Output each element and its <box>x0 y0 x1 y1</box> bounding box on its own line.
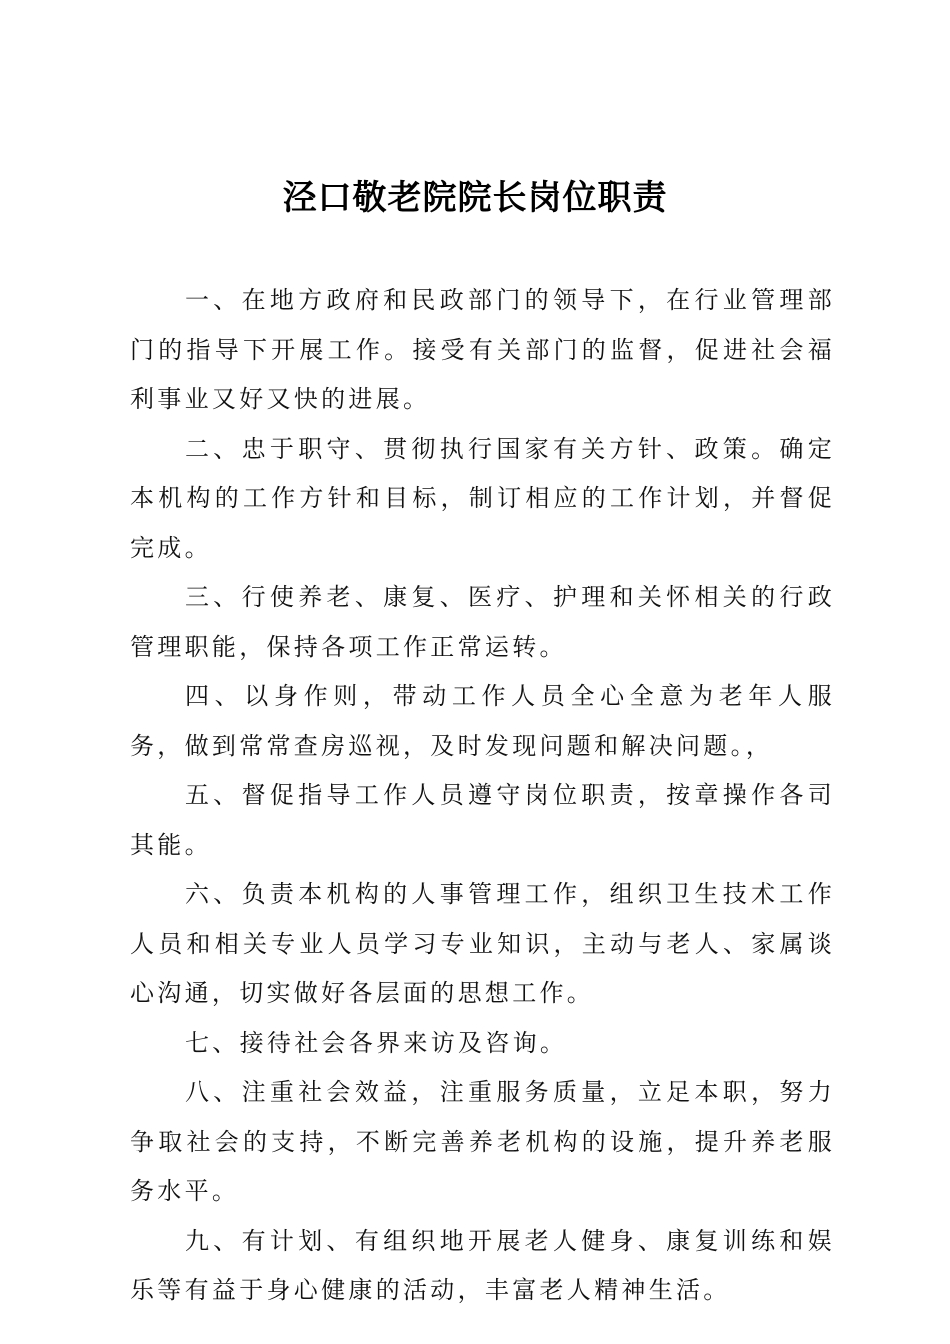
duty-paragraph-3: 三、行使养老、康复、医疗、护理和关怀相关的行政管理职能，保持各项工作正常运转。 <box>130 583 835 661</box>
duty-paragraph-7: 七、接待社会各界来访及咨询。 <box>185 1028 568 1057</box>
duty-paragraph-2: 二、忠于职守、贯彻执行国家有关方针、政策。确定本机构的工作方针和目标，制订相应的工作计划，并督促完成。 <box>130 434 835 562</box>
duty-paragraph-9: 九、有计划、有组织地开展老人健身、康复训练和娱乐等有益于身心健康的活动，丰富老人精神生活。 <box>130 1226 835 1304</box>
document-title: 泾口敬老院院长岗位职责 <box>282 178 668 218</box>
document-body <box>130 276 835 1316</box>
duty-paragraph-8: 八、注重社会效益，注重服务质量，立足本职，努力争取社会的支持，不断完善养老机构的设施，提升养老服务水平。 <box>130 1078 835 1205</box>
duty-paragraph-1: 一、在地方政府和民政部门的领导下，在行业管理部门的指导下开展工作。接受有关部门的监督，促进社会福利事业又好又快的进展。 <box>130 286 835 413</box>
duty-paragraph-6: 六、负责本机构的人事管理工作，组织卫生技术工作人员和相关专业人员学习专业知识，主动与老人、家属谈心沟通，切实做好各层面的思想工作。 <box>130 880 835 1007</box>
duty-paragraph-4: 四、以身作则，带动工作人员全心全意为老年人服务，做到常常查房巡视，及时发现问题和解决问题。， <box>130 682 835 760</box>
duty-paragraph-5: 五、督促指导工作人员遵守岗位职责，按章操作各司其能。 <box>130 781 835 859</box>
